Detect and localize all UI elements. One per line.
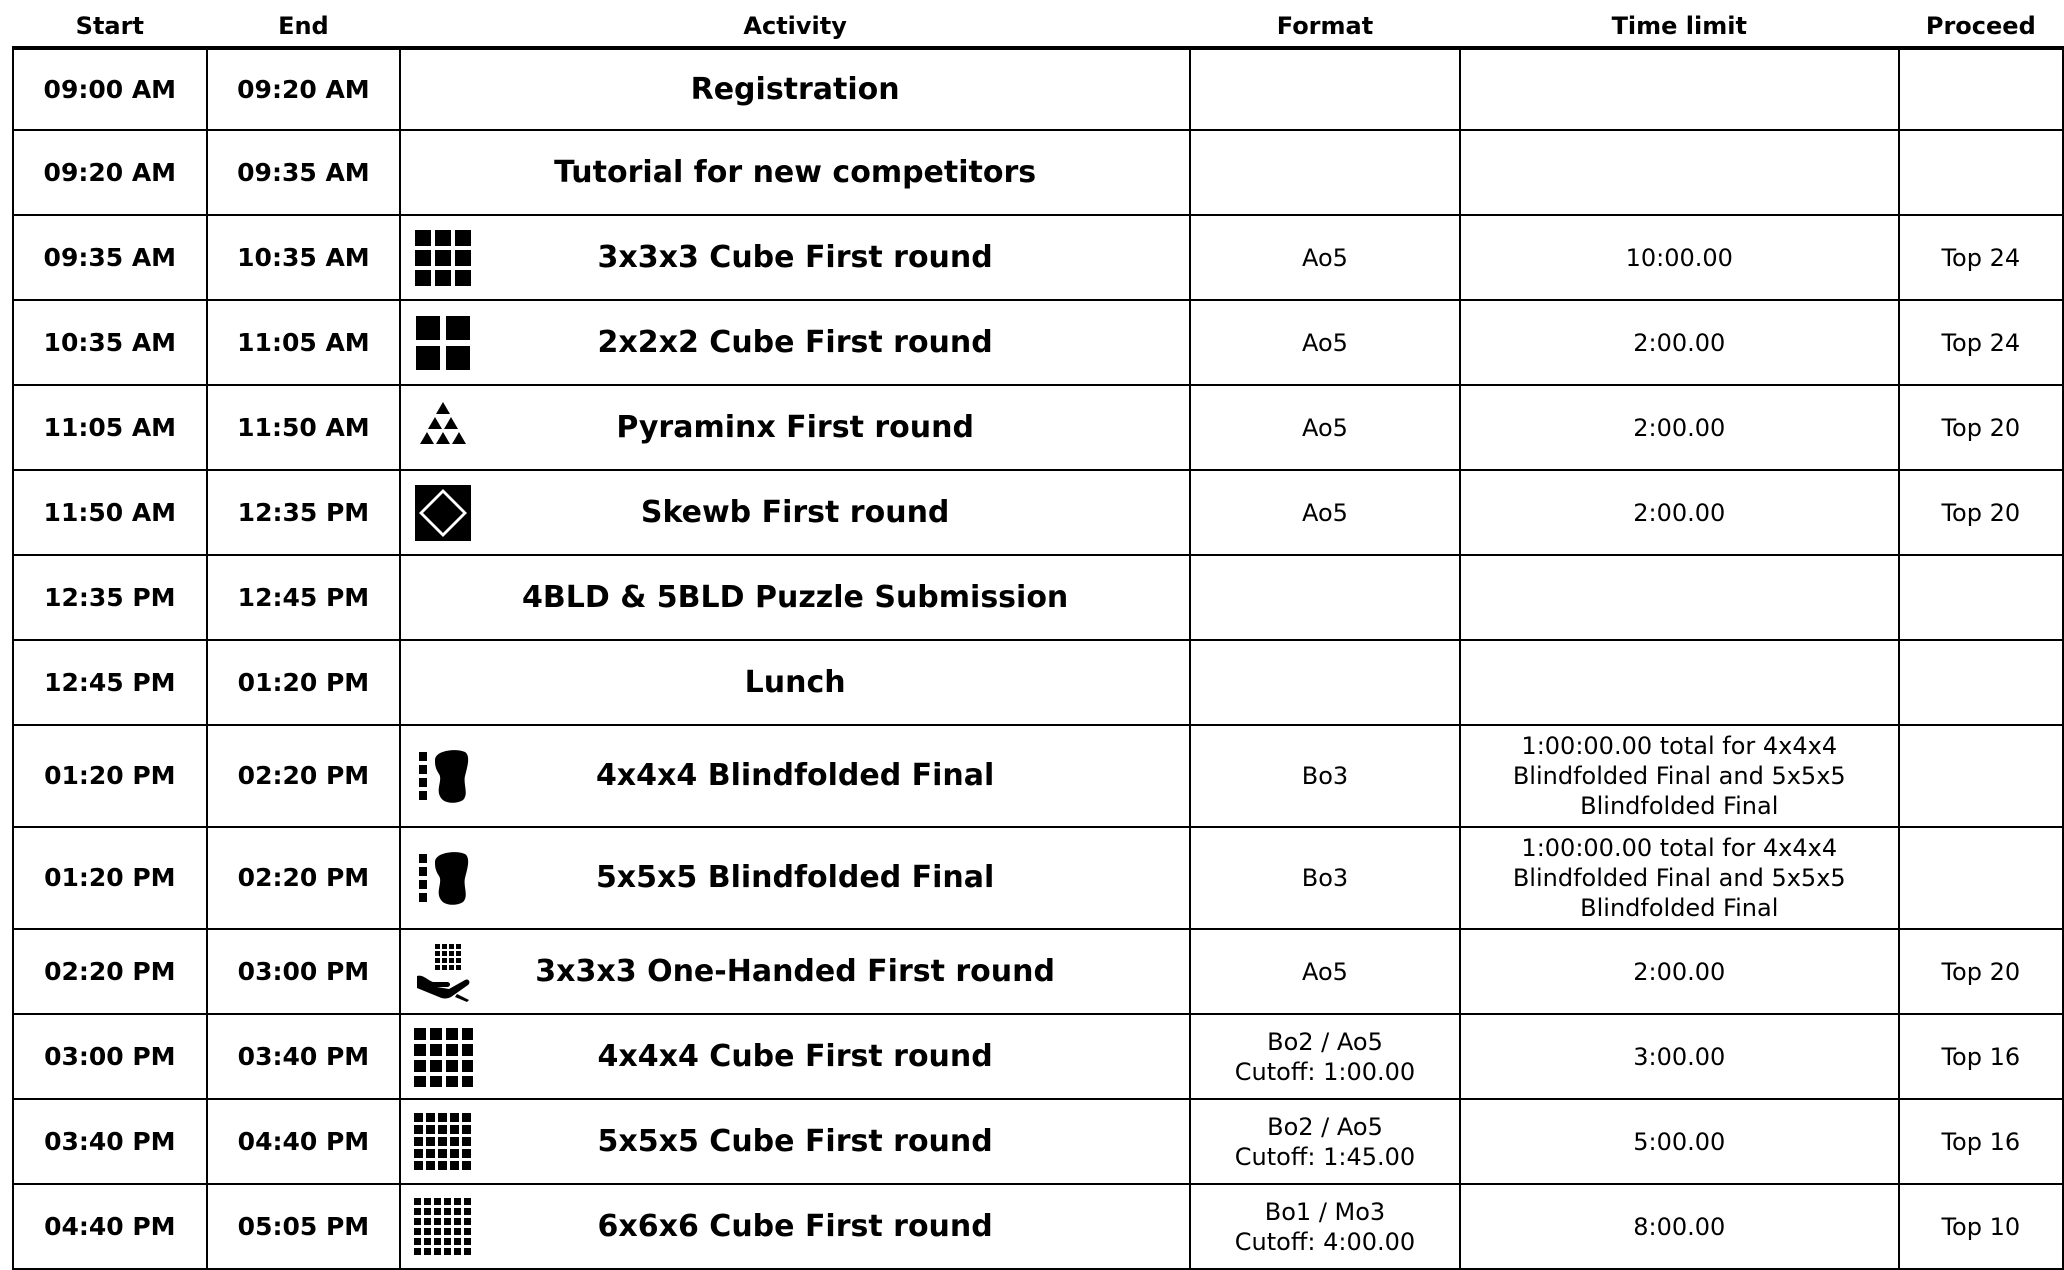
format-cell: [1190, 130, 1460, 215]
start-time: 03:40 PM: [13, 1099, 207, 1184]
column-header-end: End: [207, 6, 401, 48]
format-cell: [1190, 1099, 1460, 1184]
start-time: 09:20 AM: [13, 130, 207, 215]
table-row: [13, 725, 2063, 827]
cube-2x2-icon: [413, 313, 473, 373]
column-header-proceed: Proceed: [1899, 6, 2063, 48]
time-limit-cell: 2:00.00: [1460, 470, 1899, 555]
format-cell: [1190, 725, 1460, 827]
time-limit-cell: 2:00.00: [1460, 929, 1899, 1014]
format-value: Bo2 / Ao5: [1267, 1027, 1383, 1056]
format-cell: [1190, 470, 1460, 555]
end-time: 11:50 AM: [207, 385, 401, 470]
table-row: [13, 215, 2063, 300]
time-limit-cell: 5:00.00: [1460, 1099, 1899, 1184]
activity-cell: [400, 1014, 1190, 1099]
activity-cell: [400, 1099, 1190, 1184]
table-row: [13, 555, 2063, 640]
format-cell: [1190, 827, 1460, 929]
table-row: [13, 640, 2063, 725]
end-time: 09:35 AM: [207, 130, 401, 215]
table-row: [13, 470, 2063, 555]
time-limit-cell: 3:00.00: [1460, 1014, 1899, 1099]
activity-name: 6x6x6 Cube First round: [597, 1208, 993, 1244]
schedule-table: [12, 6, 2064, 1270]
format-cell: [1190, 385, 1460, 470]
format-cell: [1190, 300, 1460, 385]
proceed-cell: Top 10: [1899, 1184, 2063, 1269]
activity-name: Registration: [690, 71, 900, 107]
time-limit-cell: 1:00:00.00 total for 4x4x4 Blindfolded Final and 5x5x5 Blindfolded Final: [1460, 725, 1899, 827]
format-cutoff: Cutoff: 1:45.00: [1234, 1142, 1416, 1171]
activity-cell: [400, 385, 1190, 470]
format-value: Bo3: [1301, 762, 1349, 790]
end-time: 10:35 AM: [207, 215, 401, 300]
table-row: [13, 130, 2063, 215]
activity-cell: [400, 130, 1190, 215]
end-time: 02:20 PM: [207, 827, 401, 929]
proceed-cell: Top 16: [1899, 1014, 2063, 1099]
activity-cell: [400, 215, 1190, 300]
activity-name: 4x4x4 Cube First round: [597, 1038, 993, 1074]
proceed-cell: [1899, 555, 2063, 640]
proceed-cell: Top 20: [1899, 385, 2063, 470]
header-row: [13, 6, 2063, 48]
proceed-cell: Top 16: [1899, 1099, 2063, 1184]
table-row: [13, 827, 2063, 929]
format-cell: [1190, 640, 1460, 725]
format-value: Ao5: [1302, 957, 1348, 986]
proceed-cell: [1899, 640, 2063, 725]
format-cell: [1190, 215, 1460, 300]
start-time: 01:20 PM: [13, 827, 207, 929]
column-header-time-limit: Time limit: [1460, 6, 1899, 48]
activity-name: 4x4x4 Blindfolded Final: [595, 758, 995, 793]
activity-cell: [400, 640, 1190, 725]
activity-name: Lunch: [744, 664, 846, 700]
activity-name: Pyraminx First round: [616, 409, 974, 445]
time-limit-cell: [1460, 555, 1899, 640]
activity-cell: [400, 555, 1190, 640]
start-time: 10:35 AM: [13, 300, 207, 385]
time-limit-cell: 1:00:00.00 total for 4x4x4 Blindfolded Final and 5x5x5 Blindfolded Final: [1460, 827, 1899, 929]
format-value: Bo1 / Mo3: [1264, 1197, 1386, 1226]
table-row: [13, 1099, 2063, 1184]
column-header-activity: Activity: [400, 6, 1190, 48]
proceed-cell: [1899, 725, 2063, 827]
format-value: Ao5: [1302, 413, 1348, 442]
pyraminx-icon: [413, 398, 473, 458]
end-time: 04:40 PM: [207, 1099, 401, 1184]
cube-4x4-icon: [413, 1027, 473, 1087]
format-cell: [1190, 48, 1460, 130]
time-limit-cell: 10:00.00: [1460, 215, 1899, 300]
end-time: 01:20 PM: [207, 640, 401, 725]
blindfolded-5x5-icon: [413, 848, 473, 908]
end-time: 05:05 PM: [207, 1184, 401, 1269]
format-value: Ao5: [1302, 328, 1348, 357]
start-time: 04:40 PM: [13, 1184, 207, 1269]
start-time: 12:45 PM: [13, 640, 207, 725]
start-time: 03:00 PM: [13, 1014, 207, 1099]
end-time: 03:00 PM: [207, 929, 401, 1014]
proceed-cell: [1899, 130, 2063, 215]
activity-name: 5x5x5 Blindfolded Final: [595, 860, 995, 895]
end-time: 02:20 PM: [207, 725, 401, 827]
activity-name: 3x3x3 One-Handed First round: [535, 953, 1055, 989]
format-cell: [1190, 1014, 1460, 1099]
table-row: [13, 1014, 2063, 1099]
end-time: 12:35 PM: [207, 470, 401, 555]
activity-name: 2x2x2 Cube First round: [597, 324, 993, 360]
start-time: 12:35 PM: [13, 555, 207, 640]
proceed-cell: Top 24: [1899, 300, 2063, 385]
proceed-cell: [1899, 48, 2063, 130]
activity-name: Skewb First round: [640, 494, 950, 530]
column-header-format: Format: [1190, 6, 1460, 48]
end-time: 09:20 AM: [207, 48, 401, 130]
cube-6x6-icon: [413, 1197, 473, 1257]
format-value: Bo3: [1301, 864, 1349, 892]
start-time: 09:00 AM: [13, 48, 207, 130]
time-limit-cell: [1460, 130, 1899, 215]
table-row: [13, 385, 2063, 470]
proceed-cell: Top 24: [1899, 215, 2063, 300]
schedule-body: [13, 48, 2063, 1269]
format-value: Ao5: [1302, 243, 1348, 272]
proceed-cell: Top 20: [1899, 929, 2063, 1014]
activity-cell: [400, 725, 1190, 827]
activity-cell: [400, 470, 1190, 555]
blindfolded-4x4-icon: [413, 746, 473, 806]
end-time: 12:45 PM: [207, 555, 401, 640]
activity-name: 3x3x3 Cube First round: [597, 239, 993, 275]
one-handed-icon: [413, 942, 473, 1002]
format-cell: [1190, 555, 1460, 640]
activity-cell: [400, 300, 1190, 385]
activity-name: Tutorial for new competitors: [554, 154, 1037, 190]
start-time: 09:35 AM: [13, 215, 207, 300]
start-time: 02:20 PM: [13, 929, 207, 1014]
start-time: 01:20 PM: [13, 725, 207, 827]
time-limit-cell: [1460, 640, 1899, 725]
activity-cell: [400, 48, 1190, 130]
proceed-cell: Top 20: [1899, 470, 2063, 555]
table-row: [13, 48, 2063, 130]
time-limit-cell: 8:00.00: [1460, 1184, 1899, 1269]
format-value: Ao5: [1302, 498, 1348, 527]
time-limit-cell: 2:00.00: [1460, 300, 1899, 385]
activity-cell: [400, 1184, 1190, 1269]
table-row: [13, 300, 2063, 385]
end-time: 03:40 PM: [207, 1014, 401, 1099]
time-limit-cell: 2:00.00: [1460, 385, 1899, 470]
table-row: [13, 1184, 2063, 1269]
proceed-cell: [1899, 827, 2063, 929]
start-time: 11:50 AM: [13, 470, 207, 555]
table-row: [13, 929, 2063, 1014]
cube-5x5-icon: [413, 1112, 473, 1172]
activity-cell: [400, 827, 1190, 929]
activity-name: 4BLD & 5BLD Puzzle Submission: [521, 579, 1069, 615]
format-cell: [1190, 929, 1460, 1014]
activity-cell: [400, 929, 1190, 1014]
activity-name: 5x5x5 Cube First round: [597, 1123, 993, 1159]
skewb-icon: [413, 483, 473, 543]
format-cutoff: Cutoff: 1:00.00: [1234, 1057, 1416, 1086]
format-cell: [1190, 1184, 1460, 1269]
cube-3x3-icon: [413, 228, 473, 288]
format-value: Bo2 / Ao5: [1267, 1112, 1383, 1141]
column-header-start: Start: [13, 6, 207, 48]
start-time: 11:05 AM: [13, 385, 207, 470]
time-limit-cell: [1460, 48, 1899, 130]
format-cutoff: Cutoff: 4:00.00: [1234, 1227, 1416, 1256]
end-time: 11:05 AM: [207, 300, 401, 385]
